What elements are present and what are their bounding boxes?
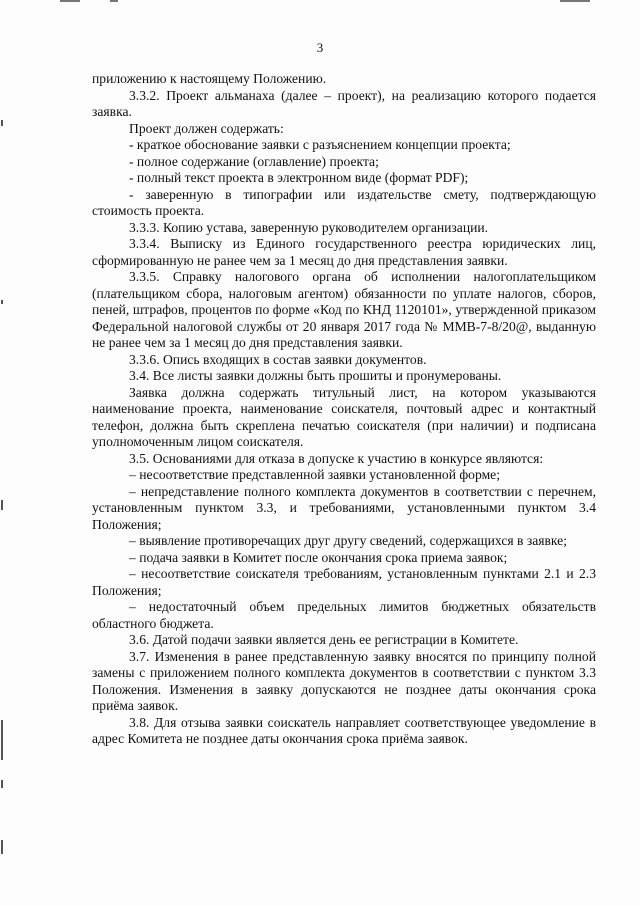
list-item: - краткое обоснование заявки с разъяснением концепции проекта; xyxy=(129,137,511,152)
list-item: – несоответствие представленной заявки установленной форме; xyxy=(129,467,500,482)
paragraph: приложению к настоящему Положению. xyxy=(92,71,327,86)
paragraph: 3.4. Все листы заявки должны быть прошиты и пронумерованы. xyxy=(129,368,502,383)
document-body xyxy=(92,71,596,748)
paragraph: 3.3.3. Копию устава, заверенную руководителем организации. xyxy=(129,219,489,235)
paragraph: 3.8. Для отзыва заявки соискатель направляет соответствующее уведомление в адрес Комитета не позднее даты окончания срока приёма заявок. xyxy=(92,714,596,746)
scan-edge-marks-left xyxy=(0,0,6,905)
paragraph: 3.3.5. Справку налогового органа об исполнении налогоплательщиком (плательщиком сбора, налоговым агентом) обязанности по уплате налогов, сборов, пеней, штрафов, процентов по форме «Код по КНД 1120101», утвержденной приказом Федеральной налоговой службы от 20 января 2017 года № ММВ-7-8/20@, выданную не ранее чем за 1 месяц до дня представления заявки. xyxy=(92,269,596,350)
paragraph: 3.3.4. Выписку из Единого государственного реестра юридических лиц, сформированную не ранее чем за 1 месяц до дня представления заявки. xyxy=(92,236,596,268)
list-item: - заверенную в типографии или издательстве смету, подтверждающую стоимость проекта. xyxy=(92,186,596,218)
paragraph: 3.6. Датой подачи заявки является день ее регистрации в Комитете. xyxy=(129,632,519,647)
paragraph: 3.3.2. Проект альманаха (далее – проект), на реализацию которого подается заявка. xyxy=(92,87,596,119)
paragraph: 3.3.6. Опись входящих в состав заявки документов. xyxy=(129,351,427,367)
list-item: - полное содержание (оглавление) проекта; xyxy=(129,153,379,169)
paragraph: 3.7. Изменения в ранее представленную заявку вносятся по принципу полной замены с приложением полного комплекта документов в соответствии с пунктом 3.3 Положения. Изменения в заявку допускаются не позднее даты окончания срока приёма заявок. xyxy=(92,648,596,713)
scan-edge-marks-top xyxy=(0,0,640,3)
page-number: 3 xyxy=(316,40,324,55)
list-item: – несоответствие соискателя требованиям, установленным пунктами 2.1 и 2.3 Положения; xyxy=(92,566,596,598)
list-item: - полный текст проекта в электронном виде (формат PDF); xyxy=(129,170,469,185)
paragraph: Проект должен содержать: xyxy=(129,120,284,136)
list-item: – недостаточный объем предельных лимитов бюджетных обязательств областного бюджета. xyxy=(92,599,596,631)
list-item: – непредставление полного комплекта документов в соответствии с перечнем, установленным пунктом 3.3, и требованиями, установленными пунктом 3.4 Положения; xyxy=(92,483,596,532)
list-item: – подача заявки в Комитет после окончания срока приема заявок; xyxy=(129,549,508,565)
list-item: – выявление противоречащих друг другу сведений, содержащихся в заявке; xyxy=(129,533,567,548)
paragraph: 3.5. Основаниями для отказа в допуске к участию в конкурсе являются: xyxy=(129,450,544,466)
paragraph: Заявка должна содержать титульный лист, на котором указываются наименование проекта, наименование соискателя, почтовый адрес и контактный телефон, должна быть скреплена печатью соискателя (при наличии) и подписана уполномоченным лицом соискателя. xyxy=(92,384,596,449)
